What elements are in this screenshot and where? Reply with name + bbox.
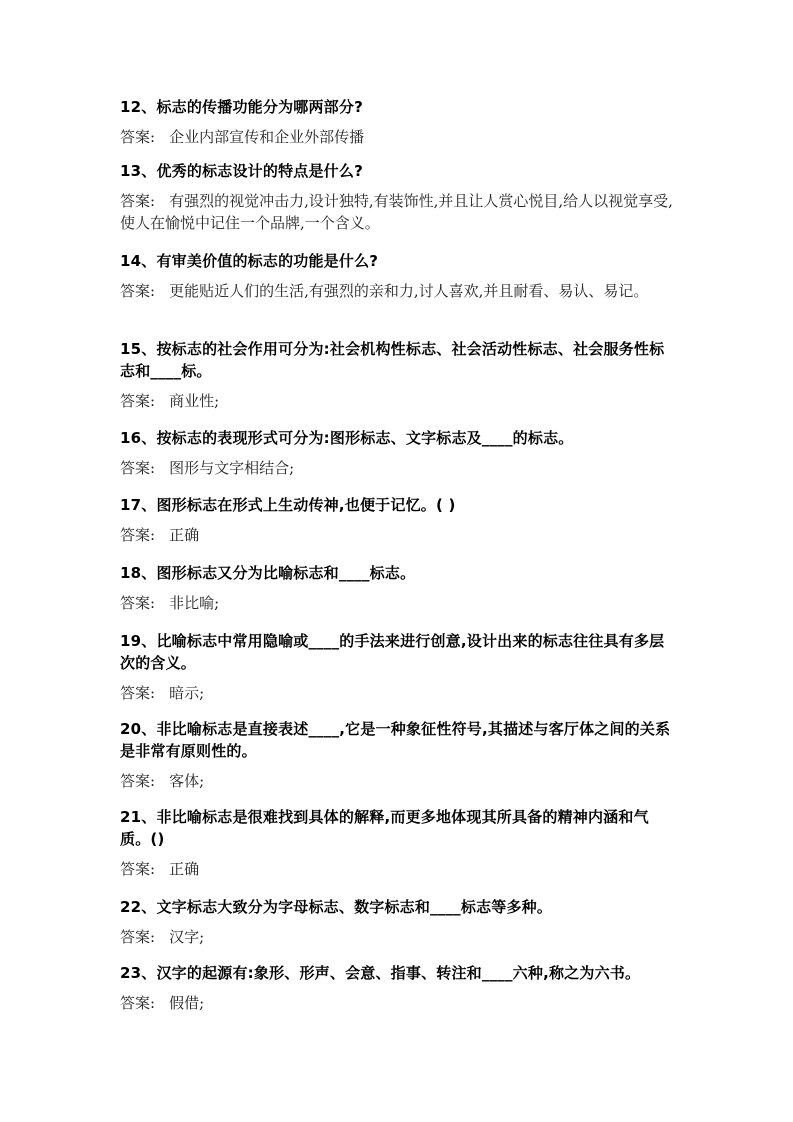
question-text: 21、非比喻标志是很难找到具体的解释,而更多地体现其所具备的精神内涵和气质。() <box>120 808 649 848</box>
qa-item <box>120 338 675 412</box>
answer-label: 答案: <box>120 128 156 146</box>
answer-text: 正确 <box>169 526 200 544</box>
answer-line <box>120 457 675 479</box>
answer-label: 答案: <box>120 282 156 300</box>
question-text: 14、有审美价值的标志的功能是什么? <box>120 252 379 270</box>
answer-line <box>120 280 675 302</box>
answer-text: 正确 <box>169 860 200 878</box>
answer-label: 答案: <box>120 392 156 410</box>
question-text: 15、按标志的社会作用可分为:社会机构性标志、社会活动性标志、社会服务性标志和____标。 <box>120 340 665 380</box>
qa-item <box>120 896 675 948</box>
answer-line <box>120 770 675 792</box>
qa-item <box>120 562 675 614</box>
question-text: 19、比喻标志中常用隐喻或____的手法来进行创意,设计出来的标志往往具有多层次的含义。 <box>120 632 665 672</box>
qa-item <box>120 962 675 1014</box>
qa-item <box>120 806 675 880</box>
answer-label: 答案: <box>120 684 156 702</box>
question-text: 16、按标志的表现形式可分为:图形标志、文字标志及____的标志。 <box>120 429 574 447</box>
answer-line <box>120 926 675 948</box>
answer-text: 企业内部宣传和企业外部传播 <box>169 128 365 146</box>
answer-text: 图形与文字相结合; <box>169 459 295 477</box>
question-text: 22、文字标志大致分为字母标志、数字标志和____标志等多种。 <box>120 898 553 916</box>
answer-text: 非比喻; <box>169 594 220 612</box>
answer-label: 答案: <box>120 772 156 790</box>
answer-text: 假借; <box>169 994 205 1012</box>
answer-line <box>120 858 675 880</box>
question-text: 13、优秀的标志设计的特点是什么? <box>120 162 363 180</box>
answer-text: 有强烈的视觉冲击力,设计独特,有装饰性,并且让人赏心悦目,给人以视觉享受,使人在愉悦中记住一个品牌,一个含义。 <box>120 192 673 232</box>
answer-label: 答案: <box>120 994 156 1012</box>
answer-line <box>120 524 675 546</box>
answer-text: 更能贴近人们的生活,有强烈的亲和力,讨人喜欢,并且耐看、易认、易记。 <box>169 282 649 300</box>
answer-label: 答案: <box>120 192 156 210</box>
answer-line <box>120 992 675 1014</box>
question-text: 20、非比喻标志是直接表述____,它是一种象征性符号,其描述与客厅体之间的关系是非常有原则性的。 <box>120 720 671 760</box>
question-text: 12、标志的传播功能分为哪两部分? <box>120 98 363 116</box>
answer-line <box>120 126 675 148</box>
answer-label: 答案: <box>120 594 156 612</box>
answer-line <box>120 682 675 704</box>
answer-text: 汉字; <box>169 928 205 946</box>
answer-line <box>120 390 675 412</box>
qa-item <box>120 494 675 546</box>
answer-label: 答案: <box>120 526 156 544</box>
qa-item <box>120 427 675 479</box>
answer-label: 答案: <box>120 860 156 878</box>
qa-item <box>120 160 675 234</box>
qa-item <box>120 96 675 148</box>
question-text: 17、图形标志在形式上生动传神,也便于记忆。( ) <box>120 496 456 514</box>
qa-item <box>120 630 675 704</box>
answer-text: 商业性; <box>169 392 220 410</box>
qa-item <box>120 718 675 792</box>
answer-label: 答案: <box>120 459 156 477</box>
answer-text: 暗示; <box>169 684 205 702</box>
answer-label: 答案: <box>120 928 156 946</box>
answer-line <box>120 592 675 614</box>
answer-text: 客体; <box>169 772 205 790</box>
qa-item <box>120 250 675 302</box>
question-text: 18、图形标志又分为比喻标志和____标志。 <box>120 564 416 582</box>
answer-line <box>120 190 675 234</box>
question-text: 23、汉字的起源有:象形、形声、会意、指事、转注和____六种,称之为六书。 <box>120 964 641 982</box>
